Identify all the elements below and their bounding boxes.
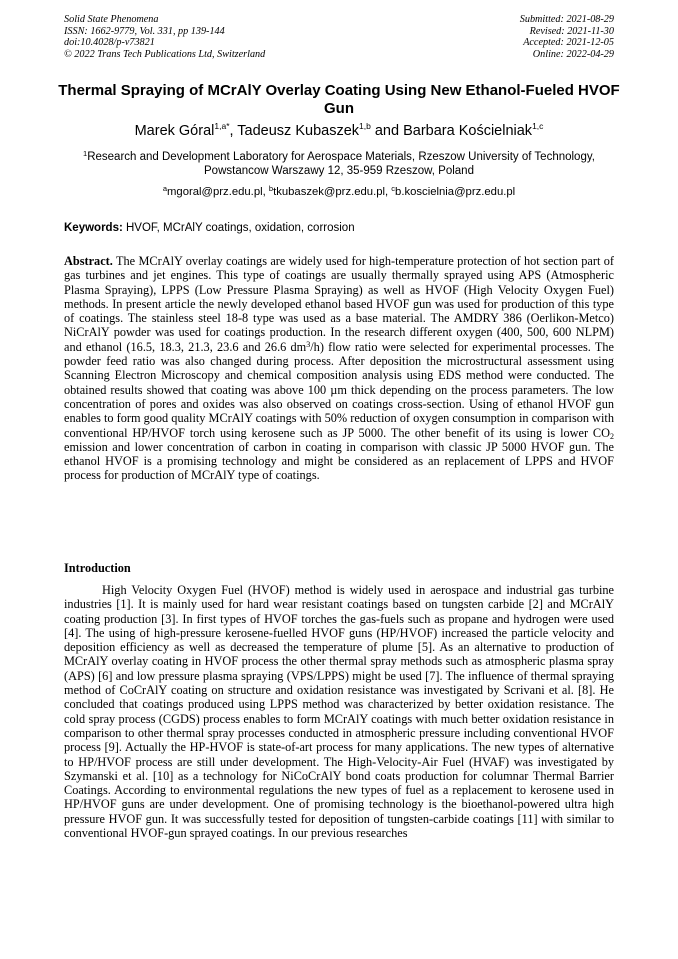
paper-title: Thermal Spraying of MCrAlY Overlay Coating Using New Ethanol-Fueled HVOF Gun <box>58 82 620 117</box>
abstract <box>64 254 614 483</box>
abstract-text: The MCrAlY overlay coatings are widely used for high-temperature protection of hot section part of gas turbines and jet engines. This type of coatings are usually thermally sprayed using APS (Atmospheric Plasma Spraying), LPPS (Low Pressure Plasma Spraying) as well as HVOF (High Velocity Oxygen Fuel) methods. In present article the newly developed ethanol based HVOF gun was used for production of this type of coatings. The stainless steel 18-8 type was used as a base material. The AMDRY 386 (Oerlikon-Metco) NiCrAlY powder was used for coatings production. In the research different oxygen (400, 500, 600 NLPM) and ethanol (16.5, 18.3, 21.3, 23.6 and 26.6 dm <box>64 254 614 354</box>
author-name: Tadeusz Kubaszek <box>237 123 360 139</box>
publication-dates <box>520 14 614 60</box>
abstract-text: emission and lower concentration of carbon in coating in comparison with classic JP 5000 HVOF gun. The ethanol HVOF is a promising technology and might be considered as an replacement of LPPS and HVOF process for production of MCrAlY type of coatings. <box>64 439 614 483</box>
journal-info <box>64 14 265 60</box>
doi-line: doi:10.4028/p-v73821 <box>64 37 155 49</box>
issn-line: ISSN: 1662-9779, Vol. 331, pp 139-144 <box>64 25 225 37</box>
abstract-label: Abstract. <box>64 254 113 268</box>
abstract-text: /h) flow ratio were selected for experimental processes. The powder feed ratio was also changed during process. After deposition the microstructural assessment using Scanning Electron Microscopy and chemical composition analysis using EDS method were conducted. The obtained results showed that coating was above 100 µm thick depending on the process parameters. The low concentration of pores and oxides was also observed on coatings cross-section. Using of ethanol HVOF gun enables to form good quality MCrAlY coatings with 50% reduction of oxygen consumption in comparison with conventional HP/HVOF torch using kerosene such as JP 5000. The other benefit of its using is lower CO <box>64 339 614 440</box>
author-affiliation-mark: 1,b <box>359 121 371 131</box>
online-date: Online: 2022-04-29 <box>532 48 614 60</box>
section-heading: Introduction <box>64 561 131 575</box>
author-affiliation-mark: 1,c <box>532 121 544 131</box>
email-mark: a <box>162 184 167 193</box>
superscript: 3 <box>306 339 311 349</box>
keywords-label: Keywords: <box>64 222 123 234</box>
submitted-date: Submitted: 2021-08-29 <box>519 14 614 25</box>
revised-date: Revised: 2021-11-30 <box>529 25 614 37</box>
author-separator: and <box>370 123 404 139</box>
subscript: 2 <box>610 431 614 441</box>
affiliation <box>80 150 598 178</box>
email-link[interactable]: b.koscielnia@prz.edu.pl <box>395 186 516 198</box>
author-affiliation-mark: 1,a* <box>214 121 230 131</box>
email-link[interactable]: mgoral@prz.edu.pl, <box>167 186 269 198</box>
keywords <box>64 221 614 235</box>
author-name: Barbara Kościelniak <box>403 123 533 139</box>
author-emails <box>40 185 638 199</box>
journal-name: Solid State Phenomena <box>64 14 159 25</box>
author-list <box>40 123 638 140</box>
author-name: Marek Góral <box>134 123 215 139</box>
affiliation-mark: 1 <box>83 149 88 158</box>
keywords-text: HVOF, MCrAlY coatings, oxidation, corrosion <box>122 222 355 234</box>
email-link[interactable]: tkubaszek@prz.edu.pl, <box>273 186 392 198</box>
email-mark: b <box>268 184 274 193</box>
email-mark: c <box>391 184 396 193</box>
copyright-line: © 2022 Trans Tech Publications Ltd, Switzerland <box>64 48 266 60</box>
accepted-date: Accepted: 2021-12-05 <box>523 37 614 49</box>
affiliation-text: Research and Development Laboratory for Aerospace Materials, Rzeszow University of Technology, Powstancow Warszawy 12, 35-959 Rzeszow, Poland <box>87 151 595 177</box>
introduction-text: High Velocity Oxygen Fuel (HVOF) method is widely used in aerospace and industrial gas turbine industries [1]. It is mainly used for hard wear resistant coatings based on tungsten carbide [2] and MCrAlY coating production [3]. In first types of HVOF torches the gas-fuels such as propane and hydrogen were used [4]. The using of high-pressure kerosene-fuelled HVOF guns (HP/HVOF) increased the particle velocity and deposition efficiency as well as decreased the temperature of plume [5]. As an alternative to production of MCrAlY overlay coating in HVOF process the other thermal spray methods such as atmospheric plasma spray (APS) [6] and low pressure plasma spraying (VPS/LPPS) might be used [7]. The influence of thermal spraying method of CoCrAlY coating on structure and oxidation resistance was investigated by Scrivani et al. [8]. He concluded that coatings produced using LPPS method was characterized by better oxidation resistance. The cold spray process (CGDS) process enables to form MCrAlY coatings with much better oxidation resistance in comparison to other thermal spray processes conducted in atmospheric pressure including conventional HVOF process [9]. Actually the HP-HVOF is state-of-art process for many applications. The new types of alternative to HP/HVOF process are still under development. The High-Velocity-Air Fuel (HVAF) was investigated by Szymanski et al. [10] as a technology for NiCoCrAlY bond coats production for columnar Thermal Barrier Coatings. According to environmental regulations the new types of fuel as a replacement to kerosene used in HP/HVOF guns are under development. One of promising technology is the bioethanol-powered ultra high pressure HVOF gun. It was successfully tested for deposition of tungsten-carbide coatings [11] with similar to conventional HVOF-gun sprayed coatings. In our previous researches <box>64 583 614 841</box>
author-separator: , <box>229 123 238 139</box>
